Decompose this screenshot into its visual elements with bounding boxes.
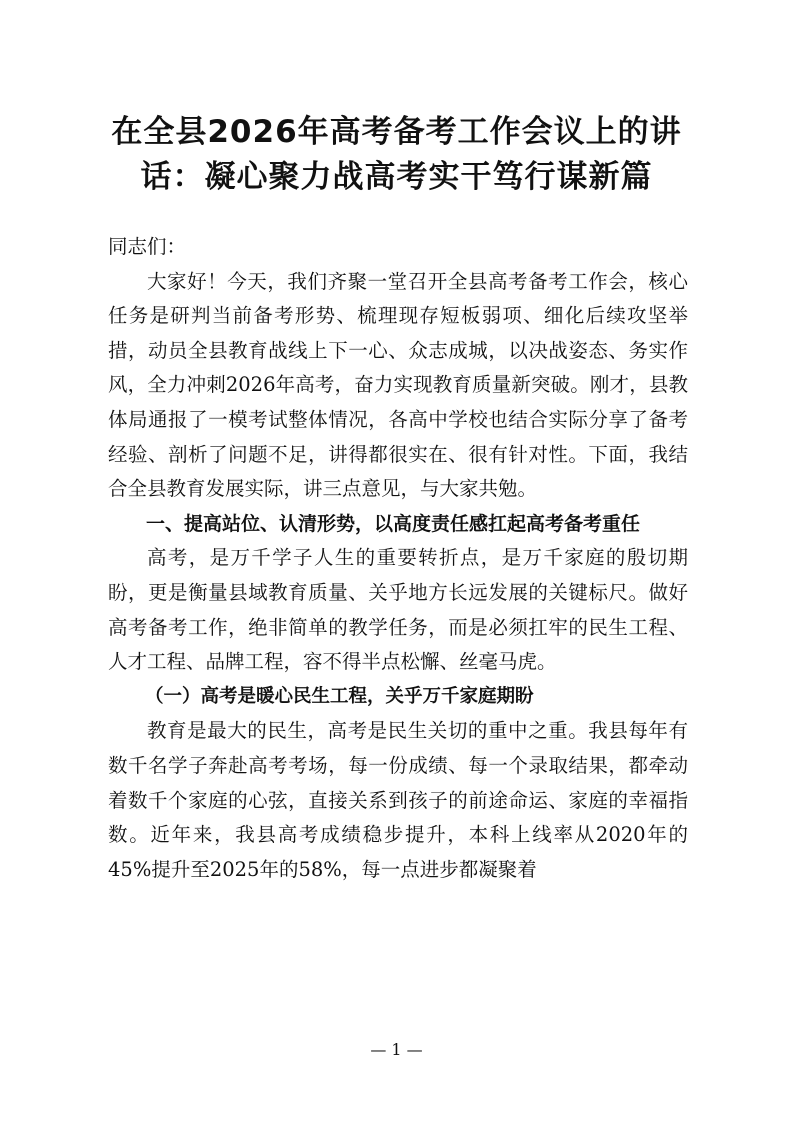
document-title [90,110,703,200]
page-number: — 1 — [370,1040,423,1059]
intro-paragraph: 大家好！今天，我们齐聚一堂召开全县高考备考工作会，核心任务是研判当前备考形势、梳理现存短板弱项、细化后续攻坚举措，动员全县教育战线上下一心、众志成城，以决战姿态、务实作风，全力冲刺2026年高考，奋力实现教育质量新突破。刚才，县教体局通报了一模考试整体情况，各高中学校也结合实际分享了备考经验、剖析了问题不足，讲得都很实在、很有针对性。下面，我结合全县教育发展实际，讲三点意见，与大家共勉。 [108,269,688,501]
subsection-heading-1: （一）高考是暖心民生工程，关乎万千家庭期盼 [145,685,534,707]
subsection-1-paragraph: 教育是最大的民生，高考是民生关切的重中之重。我县每年有数千名学子奔赴高考考场，每一份成绩、每一个录取结果，都牵动着数千个家庭的心弦，直接关系到孩子的前途命运、家庭的幸福指数。近年来，我县高考成绩稳步提升，本科上线率从2020年的45%提升至2025年的58%，每一点进步都凝聚着 [108,719,688,881]
title-line-1: 在全县2026年高考备考工作会议上的讲 [111,114,682,150]
section-1-paragraph: 高考，是万千学子人生的重要转折点，是万千家庭的殷切期盼，更是衡量县域教育质量、关乎地方长远发展的关键标尺。做好高考备考工作，绝非简单的教学任务，而是必须扛牢的民生工程、人才工程、品牌工程，容不得半点松懈、丝毫马虎。 [108,546,688,674]
document-body [108,230,688,887]
salutation: 同志们： [108,235,187,258]
title-line-2: 话：凝心聚力战高考实干笃行谋新篇 [140,159,653,195]
section-heading-1: 一、提高站位、认清形势，以高度责任感扛起高考备考重任 [146,512,641,535]
